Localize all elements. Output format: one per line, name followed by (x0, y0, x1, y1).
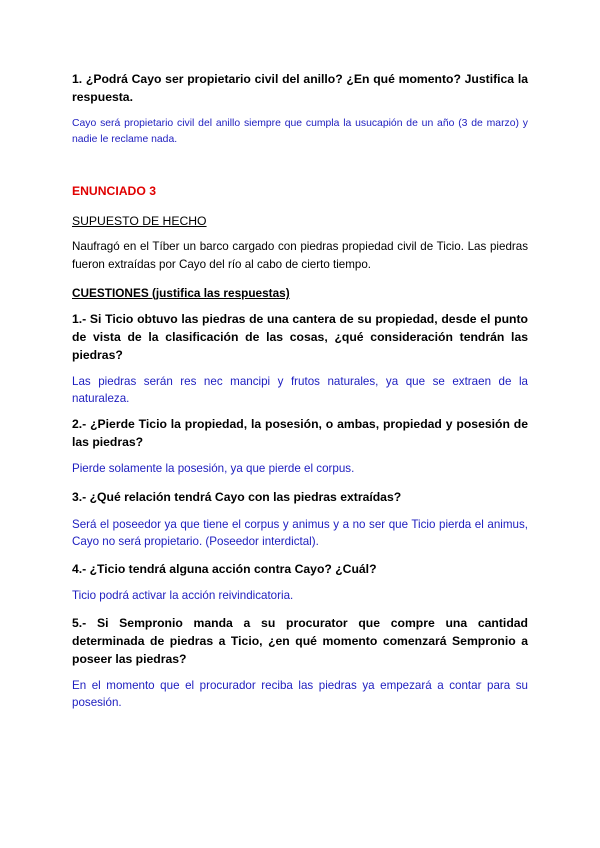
cuestion-5-answer: En el momento que el procurador reciba las piedras ya empezará a contar para su posesión. (72, 679, 528, 709)
cuestion-3-answer: Será el poseedor ya que tiene el corpus y animus y a no ser que Ticio pierda el animus, Cayo no será propietario. (Poseedor interdictal). (72, 518, 528, 548)
cuestion-2-answer: Pierde solamente la posesión, ya que pierde el corpus. (72, 462, 355, 475)
cuestion-1-question: 1.- Si Ticio obtuvo las piedras de una cantera de su propiedad, desde el punto de vista de la clasificación de las cosas, ¿qué consideración tendrán las piedras? (72, 312, 528, 362)
supuesto-text: Naufragó en el Tíber un barco cargado con piedras propiedad civil de Ticio. Las piedras fueron extraídas por Cayo del río al cabo de cierto tiempo. (72, 240, 528, 271)
cuestion-2-question: 2.- ¿Pierde Ticio la propiedad, la posesión, o ambas, propiedad y posesión de las piedras? (72, 417, 528, 449)
cuestiones-title: CUESTIONES (justifica las respuestas) (72, 286, 290, 300)
answer-1-anillo: Cayo será propietario civil del anillo siempre que cumpla la usucapión de un año (3 de marzo) y nadie le reclame nada. (72, 118, 528, 145)
cuestion-5-question: 5.- Si Sempronio manda a su procurator que compre una cantidad determinada de piedras a Ticio, ¿en qué momento comenzará Sempronio a poseer las piedras? (72, 616, 528, 666)
cuestion-4-answer: Ticio podrá activar la acción reivindicatoria. (72, 589, 294, 602)
question-1-anillo: 1. ¿Podrá Cayo ser propietario civil del anillo? ¿En qué momento? Justifica la respuesta. (72, 72, 528, 104)
cuestion-3-question: 3.- ¿Qué relación tendrá Cayo con las piedras extraídas? (72, 490, 402, 504)
cuestion-1-answer: Las piedras serán res nec mancipi y frutos naturales, ya que se extraen de la naturaleza. (72, 375, 528, 405)
enunciado-heading: ENUNCIADO 3 (72, 184, 156, 198)
supuesto-title: SUPUESTO DE HECHO (72, 214, 207, 228)
cuestion-4-question: 4.- ¿Ticio tendrá alguna acción contra Cayo? ¿Cuál? (72, 562, 377, 576)
